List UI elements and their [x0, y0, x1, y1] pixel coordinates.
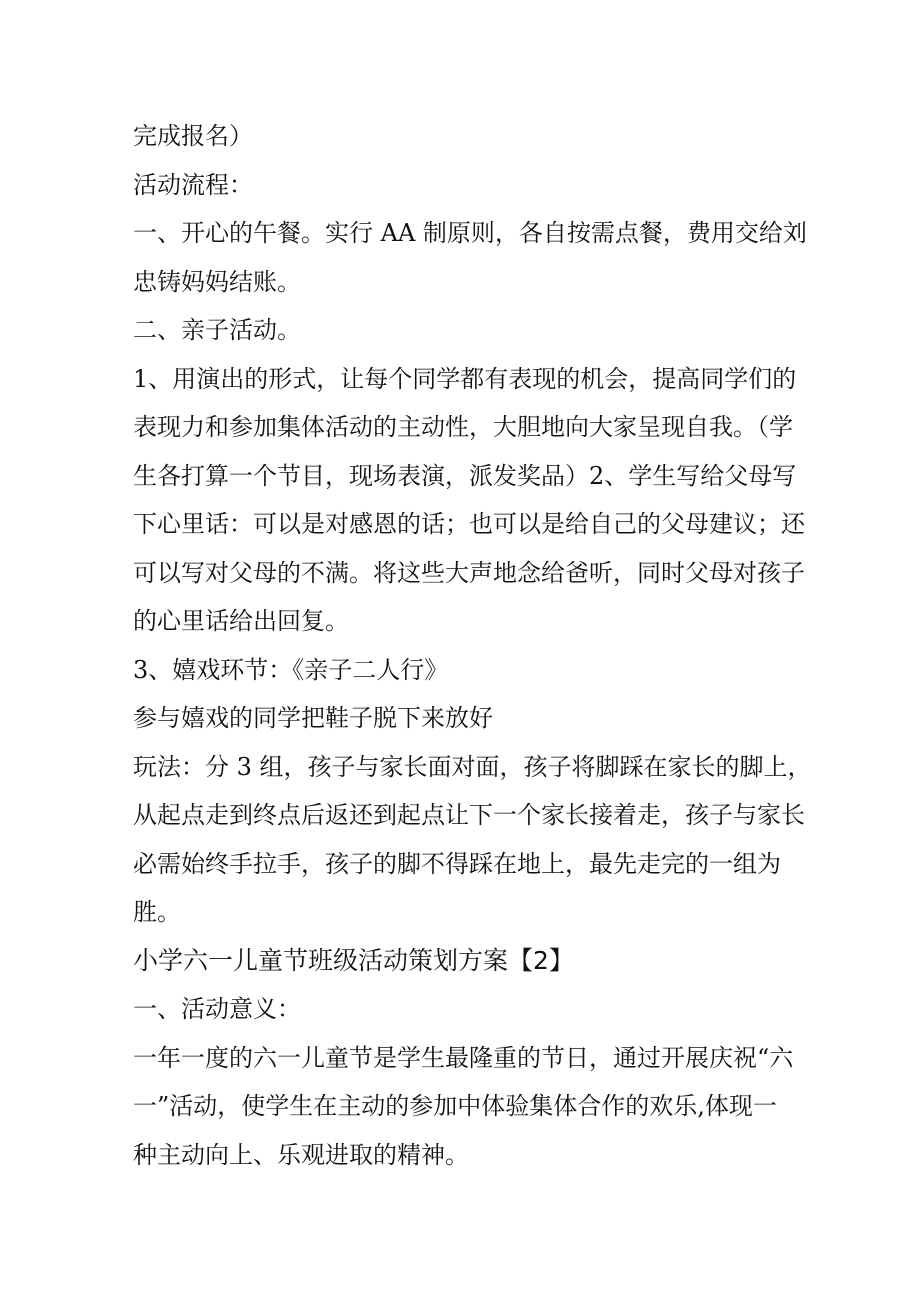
text-line: 3、嬉戏环节：《亲子二人行》	[133, 655, 449, 684]
text-line: 可以写对父母的不满。将这些大声地念给爸听，同时父母对孩子	[133, 558, 805, 587]
text-line: 种主动向上、乐观进取的精神。	[133, 1140, 469, 1169]
text-line: 一”活动，使学生在主动的参加中体验集体合作的欢乐,体现一	[133, 1092, 777, 1120]
section-label-significance: 一、活动意义：	[133, 995, 301, 1023]
text-line: 一年一度的六一儿童节是学生最隆重的节日，通过开展庆祝“六	[133, 1043, 794, 1072]
text-line: 一、开心的午餐。实行 AA 制原则，各自按需点餐，费用交给刘	[133, 219, 807, 247]
text-line: 完成报名）	[133, 122, 253, 150]
text-line: 必需始终手拉手，孩子的脚不得踩在地上，最先走完的一组为	[133, 849, 781, 878]
text-line: 的心里话给出回复。	[133, 607, 349, 635]
text-line: 1、用演出的形式，让每个同学都有表现的机会，提高同学们的	[133, 364, 797, 393]
section-label-activity-flow: 活动流程：	[133, 170, 253, 199]
text-line: 生各打算一个节目，现场表演，派发奖品）2、学生写给父母写	[133, 461, 797, 490]
section-label-parent-child: 二、亲子活动。	[133, 316, 301, 344]
text-line: 玩法：分 3 组，孩子与家长面对面，孩子将脚踩在家长的脚上，	[133, 752, 812, 781]
text-line: 胜。	[133, 898, 181, 926]
text-line: 忠铸妈妈结账。	[133, 267, 301, 296]
document-heading: 小学六一儿童节班级活动策划方案【2】	[133, 945, 574, 975]
text-line: 参与嬉戏的同学把鞋子脱下来放好	[133, 704, 493, 732]
text-line: 下心里话：可以是对感恩的话；也可以是给自己的父母建议；还	[133, 510, 805, 538]
text-line: 从起点走到终点后返还到起点让下一个家长接着走，孩子与家长	[133, 801, 805, 829]
document-body	[133, 112, 812, 1179]
text-line: 表现力和参加集体活动的主动性，大胆地向大家呈现自我。（学	[133, 413, 793, 441]
